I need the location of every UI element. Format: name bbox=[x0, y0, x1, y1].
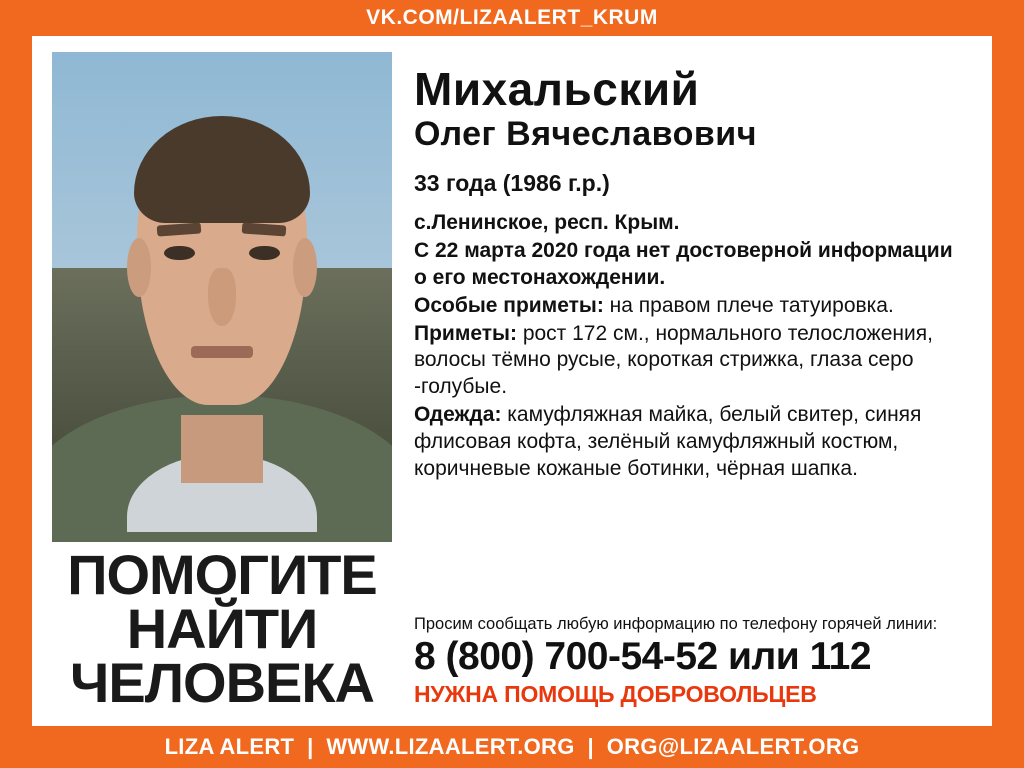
clothes-label: Одежда: bbox=[414, 403, 502, 427]
photo-ear-left bbox=[127, 238, 151, 297]
photo-neck bbox=[181, 415, 263, 484]
vk-page-link: VK.COM/LIZAALERT_KRUM bbox=[366, 6, 658, 29]
photo-eye-right bbox=[249, 246, 280, 261]
person-missing-since: С 22 марта 2020 года нет достоверной информации о его местонахождении. bbox=[414, 238, 953, 289]
person-special-marks bbox=[414, 293, 968, 320]
top-banner bbox=[0, 0, 1024, 36]
photo-mouth bbox=[191, 346, 252, 358]
person-marks bbox=[414, 321, 968, 402]
clothes-value: камуфляжная майка, белый свитер, синяя флисовая кофта, зелёный камуфляжный костюм, коричневые кожаные ботинки, чёрная шапка. bbox=[414, 403, 922, 480]
layout-spacer bbox=[414, 484, 968, 615]
special-marks-label: Особые приметы: bbox=[414, 293, 604, 317]
photo-eye-left bbox=[164, 246, 195, 261]
bottom-banner bbox=[0, 726, 1024, 768]
person-location: с.Ленинское, респ. Крым. bbox=[414, 211, 680, 234]
person-surname: Михальский bbox=[414, 63, 700, 115]
person-details bbox=[414, 210, 968, 484]
help-headline-line-2: НАЙТИ bbox=[126, 596, 318, 660]
help-headline-line-1: ПОМОГИТЕ bbox=[67, 543, 377, 606]
help-headline bbox=[52, 543, 392, 714]
photo-nose bbox=[208, 268, 235, 327]
poster-card bbox=[32, 36, 992, 726]
marks-label: Приметы: bbox=[414, 321, 517, 345]
marks-value: рост 172 см., нормального телосложения, волосы тёмно русые, короткая стрижка, глаза серо -голубые. bbox=[414, 321, 933, 399]
left-column bbox=[32, 36, 392, 726]
org-website-link[interactable]: WWW.LIZAALERT.ORG bbox=[326, 734, 575, 759]
org-email-link[interactable]: ORG@LIZAALERT.ORG bbox=[606, 734, 860, 759]
person-age: 33 года (1986 г.р.) bbox=[414, 170, 610, 196]
help-headline-line-3: ЧЕЛОВЕКА bbox=[70, 650, 374, 714]
banner-separator-2: | bbox=[574, 734, 607, 759]
volunteers-needed-text: НУЖНА ПОМОЩЬ ДОБРОВОЛЬЦЕВ bbox=[414, 681, 817, 707]
hotline-label: Просим сообщать любую информацию по телефону горячей линии: bbox=[414, 615, 938, 634]
person-clothes bbox=[414, 402, 968, 483]
org-name: LIZA ALERT bbox=[164, 734, 295, 759]
person-firstname-patronymic: Олег Вячеславович bbox=[414, 114, 757, 153]
banner-separator-1: | bbox=[294, 734, 327, 759]
missing-person-photo bbox=[52, 52, 392, 542]
hotline-phone[interactable]: 8 (800) 700-54-52 или 112 bbox=[414, 635, 872, 679]
right-column bbox=[392, 36, 992, 726]
special-marks-value: на правом плече татуировка. bbox=[603, 293, 894, 317]
